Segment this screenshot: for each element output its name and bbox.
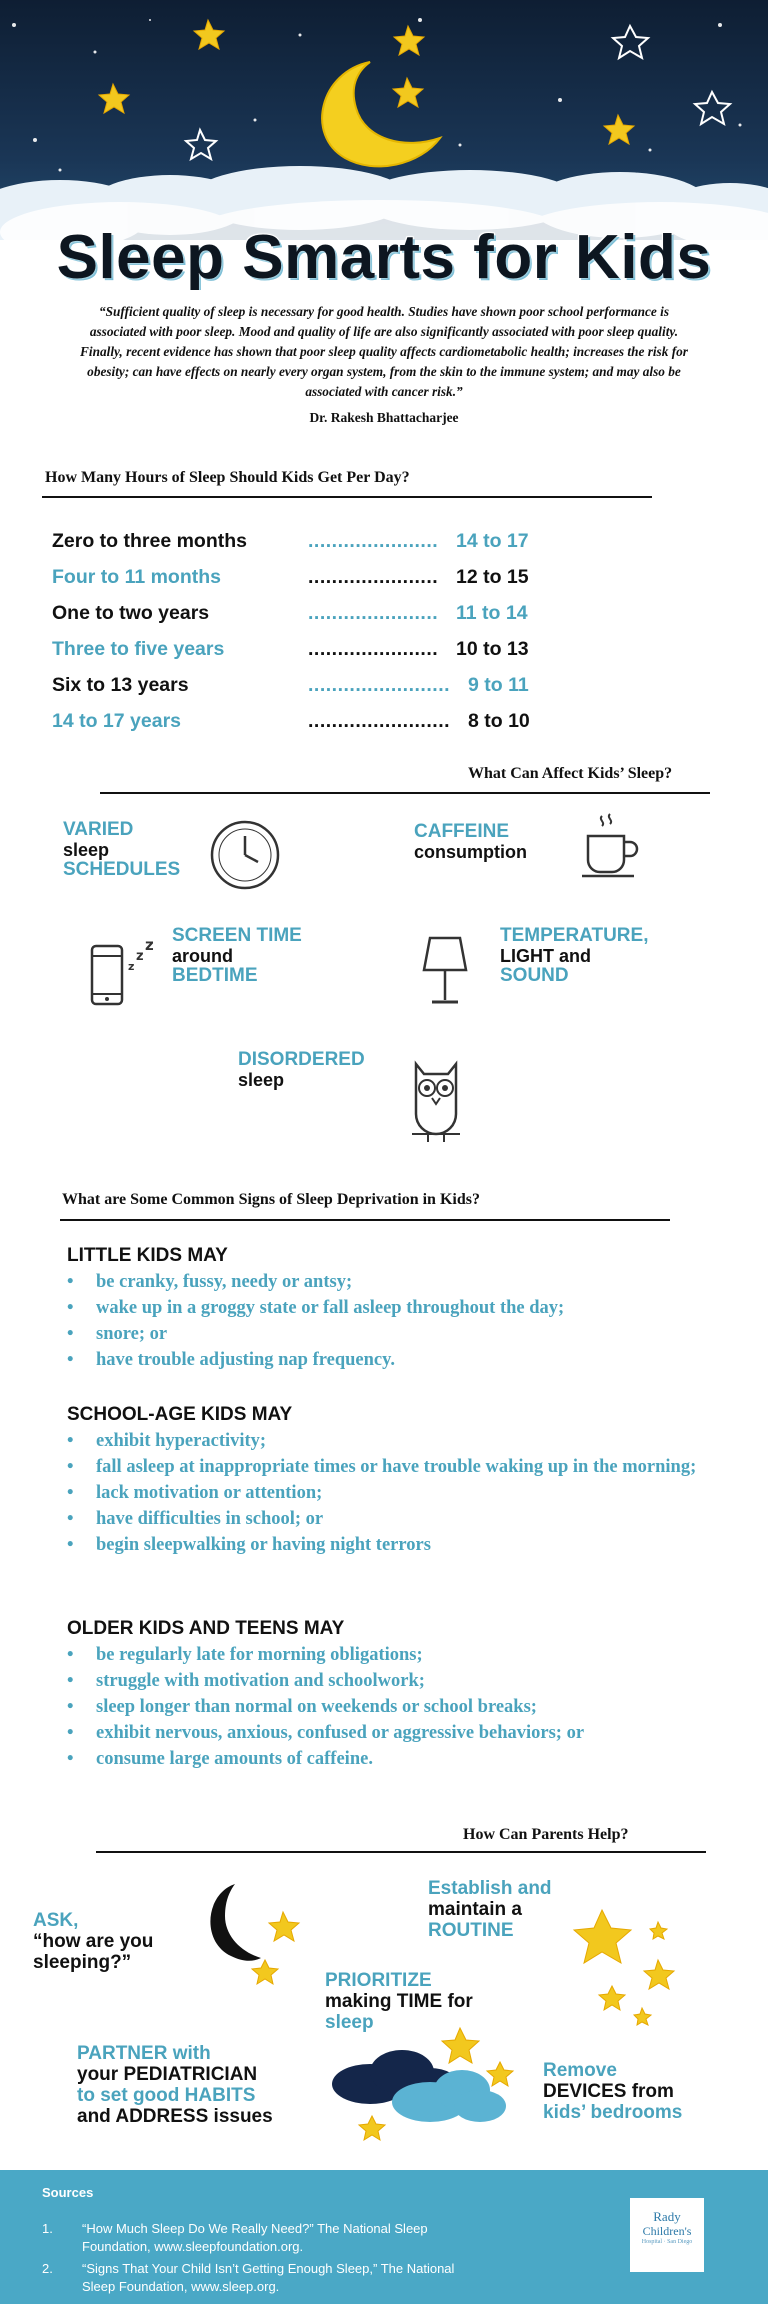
list-item: • snore; or (67, 1321, 564, 1347)
affect-section-title: What Can Affect Kids’ Sleep? (468, 765, 673, 782)
crescent-moon-icon (322, 62, 440, 166)
list-item: • exhibit hyperactivity; (67, 1428, 707, 1454)
leader-dots: ...................... (308, 602, 439, 624)
tip-routine: Establish and maintain a ROUTINE (428, 1878, 552, 1941)
moon-stars-icon (195, 1880, 305, 1990)
list-item: • be cranky, fussy, needy or antsy; (67, 1269, 564, 1295)
factor-temperature-light-sound: TEMPERATURE, LIGHT and SOUND (500, 925, 649, 986)
clock-icon (208, 818, 282, 892)
star-icon (695, 92, 730, 124)
phone-zzz-icon (88, 940, 160, 1010)
list-item: • lack motivation or attention; (67, 1480, 707, 1506)
leader-dots: ...................... (308, 530, 439, 552)
list-item: • fall asleep at inappropriate times or have trouble waking up in the morning; (67, 1454, 707, 1480)
star-icon (393, 78, 423, 107)
star-icon (99, 84, 129, 113)
tip-remove-devices: Remove DEVICES from kids’ bedrooms (543, 2060, 683, 2123)
quote-author: Dr. Rakesh Bhattacharjee (309, 410, 459, 425)
age-label: One to two years (52, 602, 210, 624)
age-label: Three to five years (52, 638, 225, 660)
svg-text:z: z (128, 960, 135, 973)
section-divider (100, 792, 710, 794)
leader-dots: ...................... (308, 566, 439, 588)
source-item: 2. “Signs That Your Child Isn’t Getting Enough Sleep,” The National Sleep Foundation, www.sleep.org. (42, 2261, 455, 2294)
list-item: • sleep longer than normal on weekends or school breaks; (67, 1694, 747, 1720)
age-label: Four to 11 months (52, 566, 222, 588)
hours-range: 8 to 10 (468, 710, 530, 732)
factor-varied-schedules: VARIED sleep SCHEDULES (63, 819, 181, 880)
group-heading: SCHOOL-AGE KIDS MAY (67, 1404, 293, 1425)
sources-footer (0, 2170, 768, 2304)
list-item: • have trouble adjusting nap frequency. (67, 1347, 564, 1373)
parents-section-title: How Can Parents Help? (463, 1826, 629, 1843)
tip-prioritize: PRIORITIZE making TIME for sleep (325, 1970, 473, 2033)
list-item: • exhibit nervous, anxious, confused or aggressive behaviors; or (67, 1720, 747, 1746)
hours-range: 10 to 13 (456, 638, 529, 660)
hours-row (52, 598, 612, 634)
hours-range: 11 to 14 (456, 602, 528, 624)
tip-ask: ASK, “how are you sleeping?” (33, 1910, 154, 1973)
list-item: • struggle with motivation and schoolwork; (67, 1668, 747, 1694)
hours-row (52, 634, 612, 670)
section-divider (42, 496, 652, 498)
header-banner (0, 0, 768, 290)
age-label: Zero to three months (52, 530, 248, 552)
signs-list (67, 1642, 747, 1772)
coffee-cup-icon (580, 812, 642, 882)
sleep-hours-table (52, 526, 612, 742)
age-label: 14 to 17 years (52, 710, 182, 732)
star-icon (604, 115, 634, 144)
list-item: • have difficulties in school; or (67, 1506, 707, 1532)
factor-disordered-sleep: DISORDERED sleep (238, 1049, 365, 1090)
star-icon (194, 20, 224, 49)
doctor-quote: “Sufficient quality of sleep is necessary for good health. Studies have shown poor school performance is associated with poor sleep. Mood and quality of life are also significantly associated with poor sleep quality. Finally, recent evidence has shown that poor sleep quality affects cardiometabolic health; increases the risk for obesity; can have effects on nearly every organ system, from the skin to the immune system; and may also be associated with cancer risk.” (80, 304, 688, 399)
leader-dots: ........................ (308, 710, 451, 732)
tip-partner: PARTNER with your PEDIATRICIAN to set good HABITS and ADDRESS issues (77, 2043, 273, 2127)
list-item: • wake up in a groggy state or fall asleep throughout the day; (67, 1295, 564, 1321)
factor-screen-time: SCREEN TIME around BEDTIME (172, 925, 302, 986)
section-divider (96, 1851, 706, 1853)
clouds-stars-icon (330, 2022, 530, 2142)
star-icon (613, 26, 648, 58)
group-heading: LITTLE KIDS MAY (67, 1245, 228, 1266)
signs-section-title: What are Some Common Signs of Sleep Deprivation in Kids? (62, 1191, 480, 1208)
hours-range: 14 to 17 (456, 530, 529, 552)
hours-row (52, 670, 612, 706)
hours-row (52, 706, 612, 742)
group-heading: OLDER KIDS AND TEENS MAY (67, 1618, 345, 1639)
leader-dots: ...................... (308, 638, 439, 660)
hours-range: 9 to 11 (468, 674, 529, 696)
list-item: • be regularly late for morning obligations; (67, 1642, 747, 1668)
star-icon (394, 26, 424, 55)
star-icon (186, 130, 216, 159)
owl-icon (408, 1058, 464, 1144)
list-item: • begin sleepwalking or having night terrors (67, 1532, 707, 1558)
age-label: Six to 13 years (52, 674, 189, 696)
stars-cluster-icon (560, 1900, 680, 2030)
lamp-icon (420, 934, 470, 1008)
hours-row (52, 526, 612, 562)
source-item: 1. “How Much Sleep Do We Really Need?” The National Sleep Foundation, www.sleepfoundation.org. (42, 2221, 428, 2254)
hours-row (52, 562, 612, 598)
signs-list (67, 1428, 707, 1558)
hospital-logo: Rady Children's Hospital · San Diego (630, 2198, 704, 2272)
signs-list (67, 1269, 564, 1373)
svg-text:z: z (136, 949, 144, 964)
hours-range: 12 to 15 (456, 566, 529, 588)
svg-text:z: z (145, 940, 154, 954)
page-title: Sleep Smarts for Kids (56, 223, 712, 290)
factor-caffeine: CAFFEINE consumption (414, 821, 527, 862)
list-item: • consume large amounts of caffeine. (67, 1746, 747, 1772)
hours-section-title: How Many Hours of Sleep Should Kids Get Per Day? (45, 469, 410, 486)
leader-dots: ........................ (308, 674, 451, 696)
section-divider (60, 1219, 670, 1221)
sources-title: Sources (42, 2185, 94, 2200)
